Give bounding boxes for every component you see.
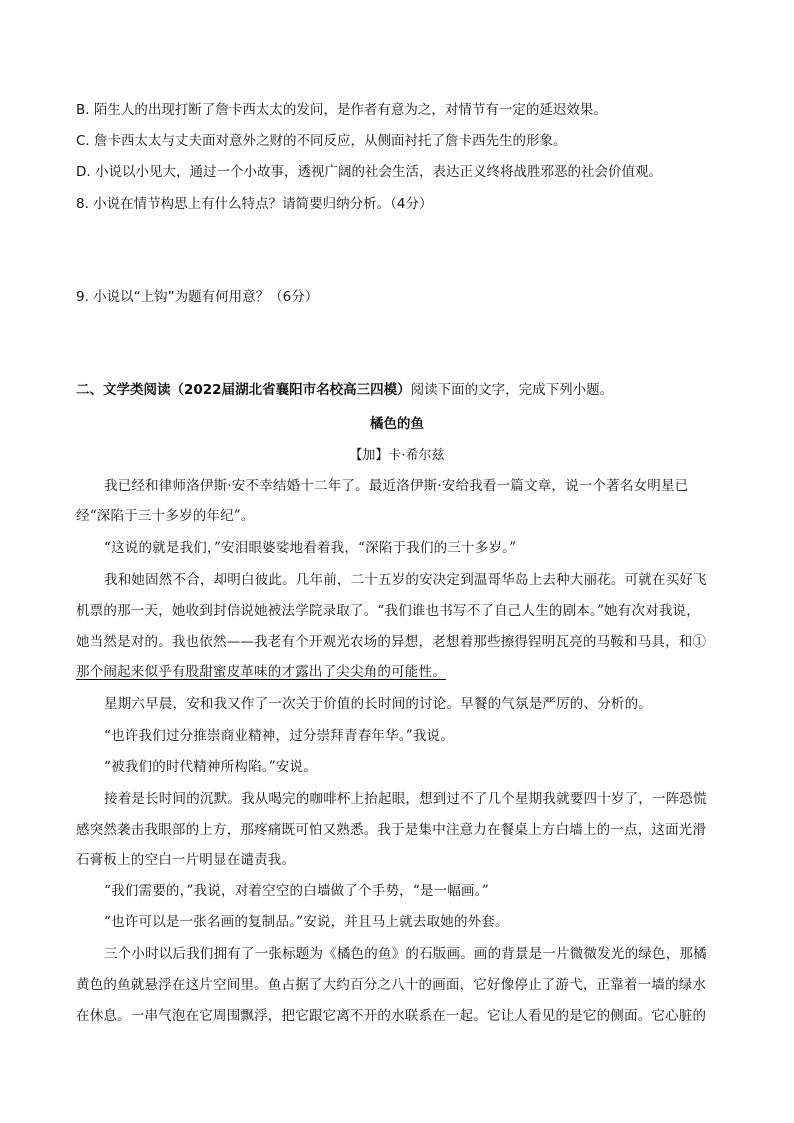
story-line: 星期六早晨，安和我又作了一次关于价值的长时间的讨论。早餐的气氛是严厉的、分析的。 [104,696,652,712]
story-line: 机票的那一天，她收到封信说她被法学院录取了。“我们谁也书写不了自己人生的剧本。”她有次对我说， [76,603,700,619]
story-line: 经“深陷于三十多岁的年纪”。 [76,508,255,524]
story-line: 石膏板上的空白一片明显在谴责我。 [76,852,296,868]
story-line: 她当然是对的。我也依然——我老有个开观光农场的异想，老想着那些擦得锃明瓦亮的马鞍和马具，和① [76,634,707,650]
option-b: B. 陌生人的出现打断了詹卡西太太的发问，是作者有意为之，对情节有一定的延迟效果。 [76,102,607,118]
question-8: 8. 小说在情节构思上有什么特点？请简要归纳分析。（4分） [76,196,433,212]
story-line: 接着是长时间的沉默。我从喝完的咖啡杯上抬起眼，想到过不了几个星期我就要四十岁了，一阵恐慌 [104,791,707,807]
story-line: “也许可以是一张名画的复制品。”安说，并且马上就去取她的外套。 [104,914,509,930]
story-line-underlined: 那个闹起来似乎有股甜蜜皮革味的才露出了尖尖角的可能性。 [76,664,446,680]
story-line: 三个小时以后我们拥有了一张标题为《橘色的鱼》的石版画。画的背景是一片微微发光的绿色，那橘 [104,946,707,962]
story-line: 我和她固然不合，却明白彼此。几年前，二十五岁的安决定到温哥华岛上去种大丽花。可就在买好飞 [104,572,707,588]
story-author: 【加】卡·希尔兹 [349,448,445,463]
section-heading [76,380,726,400]
option-c: C. 詹卡西太太与丈夫面对意外之财的不同反应，从侧面衬托了詹卡西先生的形象。 [76,133,567,149]
story-line: 黄色的鱼就悬浮在这片空间里。鱼占据了大约百分之八十的画面，它好像停止了游弋，正靠着一墙的绿水 [76,977,707,993]
story-line: “这说的就是我们，”安泪眼婆娑地看着我，“深陷于我们的三十多岁。” [104,540,517,556]
story-line: 感突然袭击我眼部的上方，那疼痛既可怕又熟悉。我于是集中注意力在餐桌上方白墙上的一点，这面光滑 [76,822,707,838]
story-line: “被我们的时代精神所构陷。”安说。 [104,759,317,775]
section-instruction: 阅读下面的文字，完成下列小题。 [410,382,614,398]
story-line: 我已经和律师洛伊斯·安不幸结婚十二年了。最近洛伊斯·安给我看一篇文章，说一个著名女明星已 [104,478,689,494]
story-title: 橘色的鱼 [370,416,424,432]
story-line: 在休息。一串气泡在它周围飘浮，把它跟它离不开的水联系在一起。它让人看见的是它的侧面。它心脏的 [76,1008,707,1024]
option-d: D. 小说以小见大，通过一个小故事，透视广阔的社会生活，表达正义终将战胜邪恶的社会价值观。 [76,164,662,180]
section-source: 二、文学类阅读（2022届湖北省襄阳市名校高三四模） [76,382,411,398]
story-line: “我们需要的，”我说，对着空空的白墙做了个手势，“是一幅画。” [104,883,489,899]
story-line: “也许我们过分推崇商业精神，过分崇拜青春年华。”我说。 [104,728,454,744]
question-9: 9. 小说以“上钩”为题有何用意？（6分） [76,289,319,305]
